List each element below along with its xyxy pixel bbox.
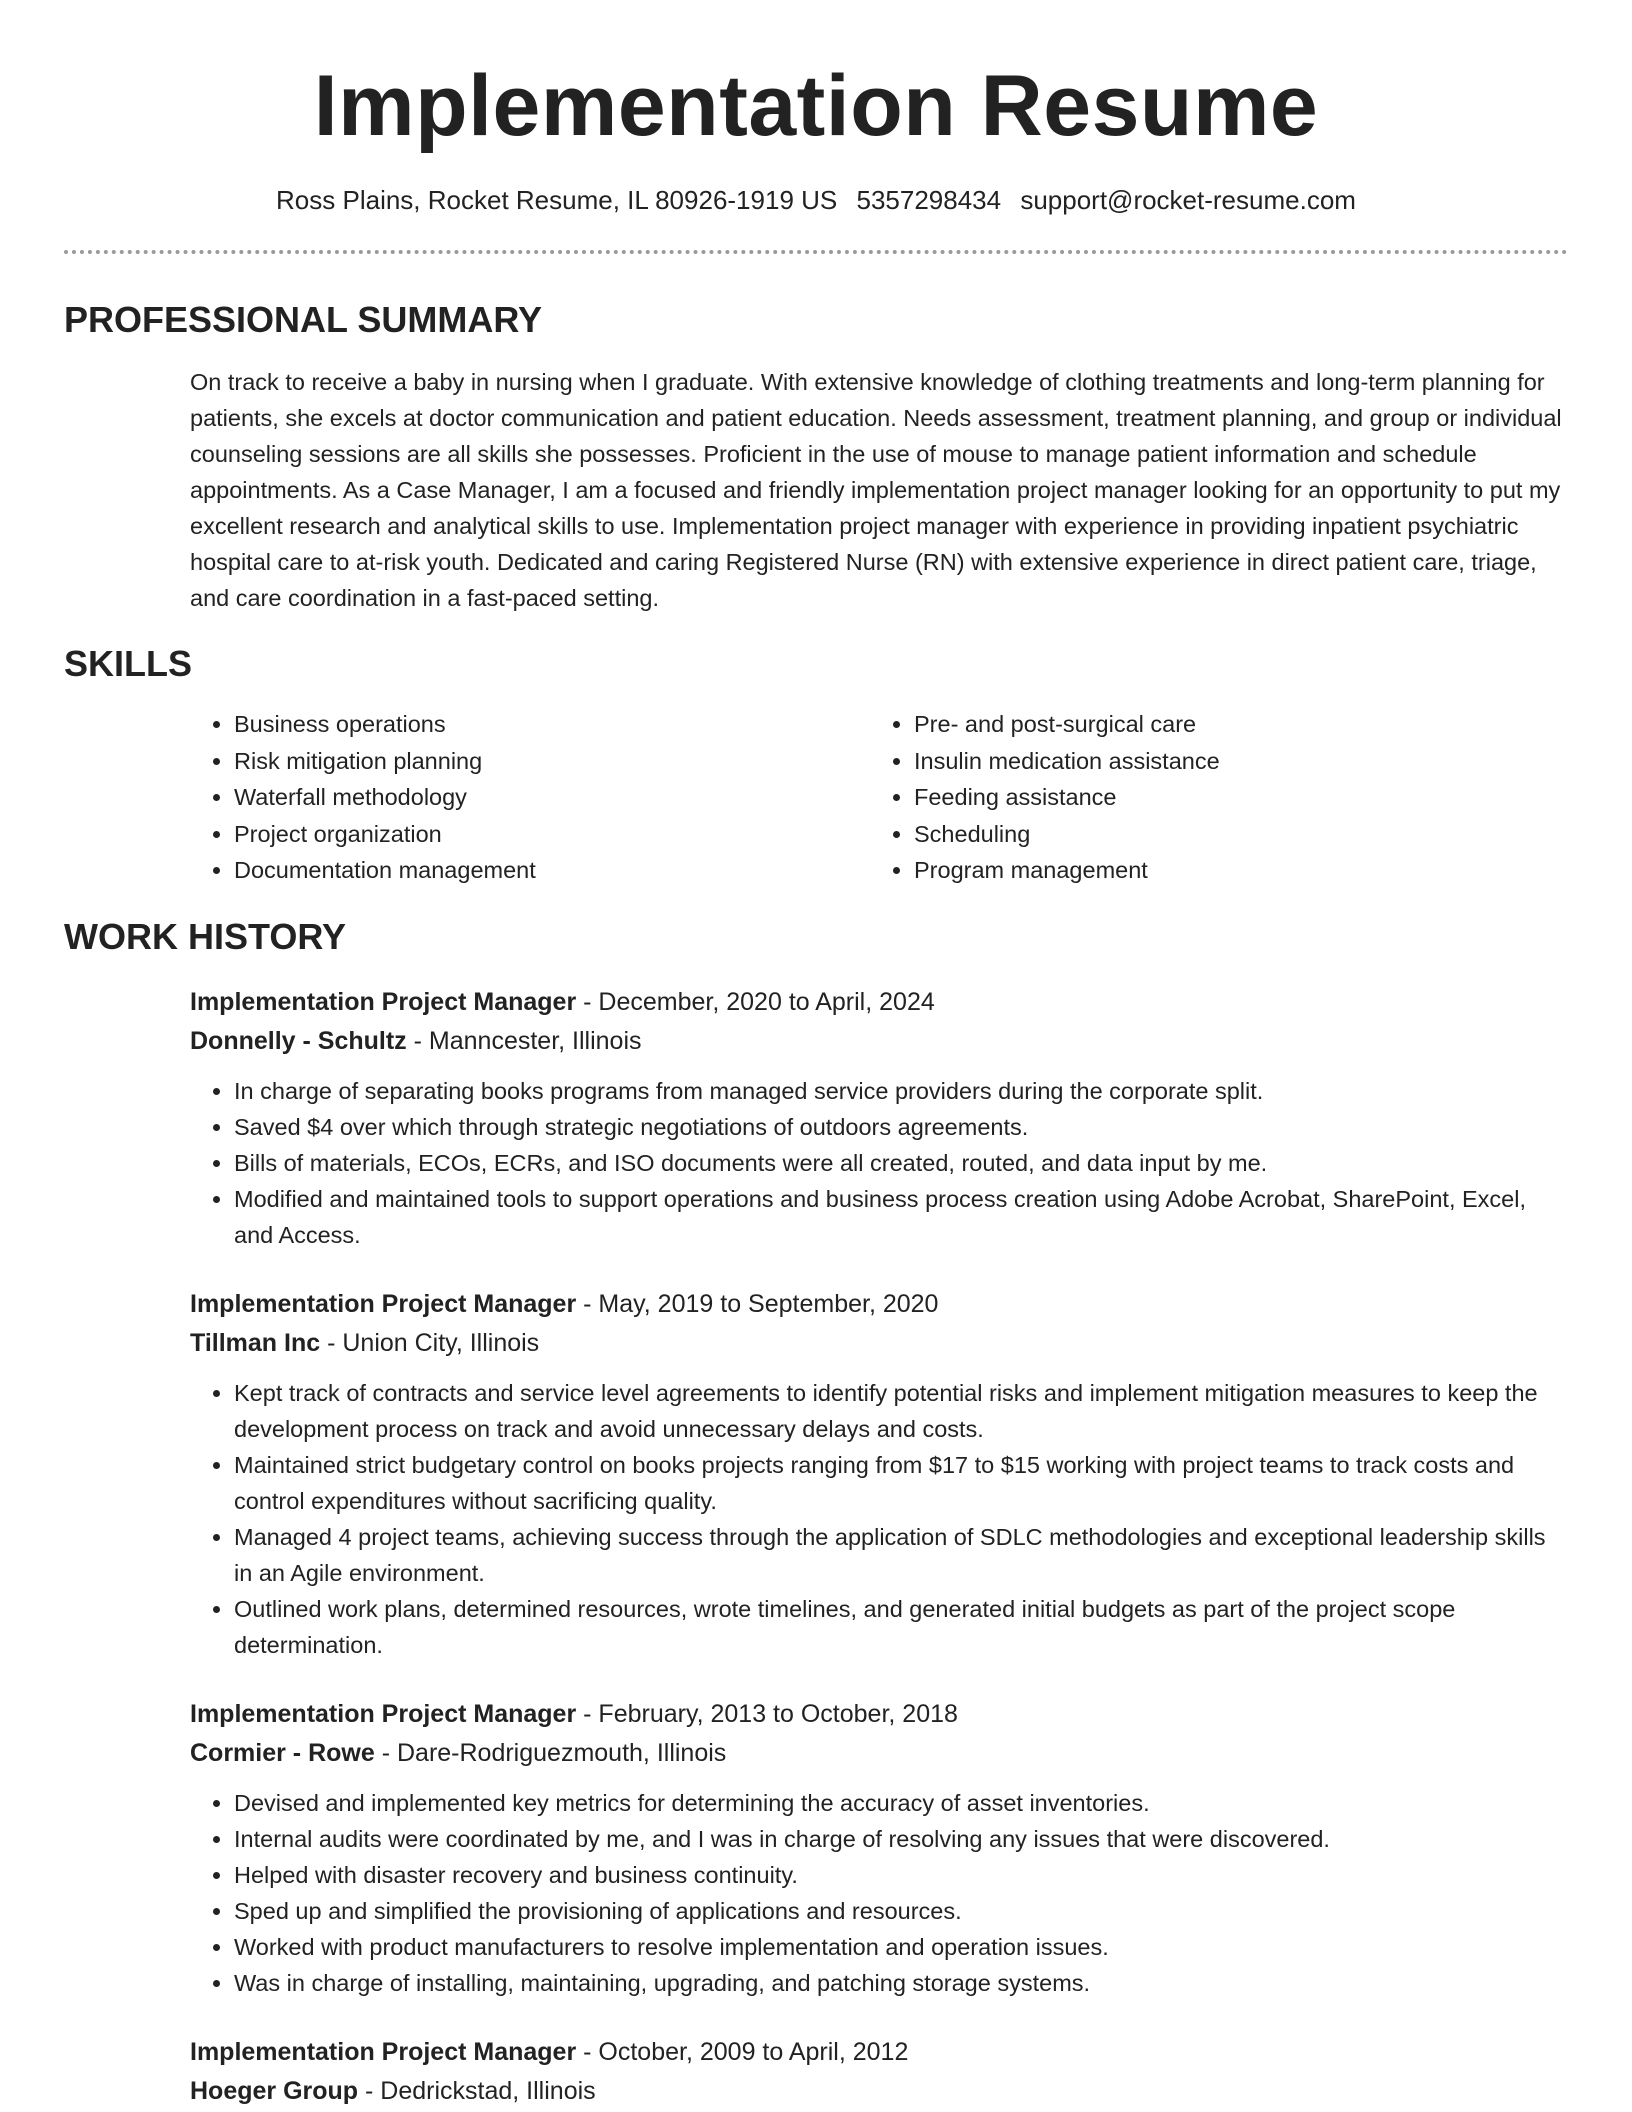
job-company-line	[190, 1324, 1568, 1363]
job-bullet: • Worked with product manufacturers to resolve implementation and operation issues.	[234, 1929, 1568, 1965]
job-company-line	[190, 1022, 1568, 1061]
job-bullets	[190, 1375, 1568, 1663]
job-role-line	[190, 983, 1568, 1022]
job-bullets	[190, 1073, 1568, 1253]
skill-item: • Documentation management	[234, 852, 870, 889]
job-bullet: • Sped up and simplified the provisioning of applications and resources.	[234, 1893, 1568, 1929]
skills-column-right	[870, 706, 1550, 889]
job-dates: - February, 2013 to October, 2018	[576, 1699, 958, 1728]
job-bullet: • In charge of separating books programs from managed service providers during the corporate split.	[234, 1073, 1568, 1109]
job-location: - Dedrickstad, Illinois	[358, 2076, 596, 2105]
job-bullet: • Modified and maintained tools to support operations and business process creation using Adobe Acrobat, SharePoint, Excel, and Access.	[234, 1181, 1568, 1253]
job-location: - Manncester, Illinois	[406, 1026, 642, 1055]
contact-line	[64, 184, 1568, 216]
job-entry	[190, 1285, 1568, 1663]
job-entry	[190, 983, 1568, 1253]
job-company: Cormier - Rowe	[190, 1738, 375, 1767]
skill-item: • Pre- and post-surgical care	[914, 706, 1550, 743]
skill-item: • Risk mitigation planning	[234, 743, 870, 780]
job-company: Donnelly - Schultz	[190, 1026, 407, 1055]
resume-title: Implementation Resume	[313, 58, 1319, 154]
job-bullet: • Bills of materials, ECOs, ECRs, and ISO documents were all created, routed, and data input by me.	[234, 1145, 1568, 1181]
job-company: Hoeger Group	[190, 2076, 359, 2105]
job-bullet: • Helped with disaster recovery and business continuity.	[234, 1857, 1568, 1893]
job-bullet: • Internal audits were coordinated by me, and I was in charge of resolving any issues that were discovered.	[234, 1821, 1568, 1857]
job-role: Implementation Project Manager	[190, 1699, 577, 1728]
skills-heading: SKILLS	[64, 643, 193, 684]
job-role: Implementation Project Manager	[190, 2037, 577, 2066]
resume-page	[64, 0, 1568, 2111]
job-location: - Dare-Rodriguezmouth, Illinois	[374, 1738, 727, 1767]
skill-item: • Project organization	[234, 816, 870, 853]
skills-list	[190, 706, 1568, 889]
job-dates: - May, 2019 to September, 2020	[576, 1289, 939, 1318]
skills-column-left	[190, 706, 870, 889]
skill-item: • Feeding assistance	[914, 779, 1550, 816]
job-company-line	[190, 1734, 1568, 1773]
phone-text: 5357298434	[856, 185, 1002, 215]
skill-item: • Insulin medication assistance	[914, 743, 1550, 780]
email-text: support@rocket-resume.com	[1020, 185, 1356, 215]
job-bullet: • Maintained strict budgetary control on books projects ranging from $17 to $15 working with project teams to track costs and control expenditures without sacrificing quality.	[234, 1447, 1568, 1519]
skill-item: • Program management	[914, 852, 1550, 889]
job-role-line	[190, 1285, 1568, 1324]
summary-heading: PROFESSIONAL SUMMARY	[64, 299, 543, 340]
job-bullet: • Managed 4 project teams, achieving success through the application of SDLC methodologies and exceptional leadership skills in an Agile environment.	[234, 1519, 1568, 1591]
skill-item: • Waterfall methodology	[234, 779, 870, 816]
job-dates: - December, 2020 to April, 2024	[576, 987, 935, 1016]
job-entry	[190, 1695, 1568, 2001]
job-role-line	[190, 2033, 1568, 2072]
address-text: Ross Plains, Rocket Resume, IL 80926-1919 US	[276, 185, 838, 215]
job-bullet: • Was in charge of installing, maintaining, upgrading, and patching storage systems.	[234, 1965, 1568, 2001]
job-bullets	[190, 1785, 1568, 2001]
job-company-line	[190, 2072, 1568, 2111]
job-dates: - October, 2009 to April, 2012	[576, 2037, 909, 2066]
work-history-heading: WORK HISTORY	[64, 915, 347, 957]
summary-text: On track to receive a baby in nursing when I graduate. With extensive knowledge of clothing treatments and long-term planning for patients, she excels at doctor communication and patient education. Needs assessment, treatment planning, and group or individual counseling sessions are all skills she possesses. Proficient in the use of mouse to manage patient information and schedule appointments. As a Case Manager, I am a focused and friendly implementation project manager looking for an opportunity to put my excellent research and analytical skills to use. Implementation project manager with experience in providing inpatient psychiatric hospital care to at-risk youth. Dedicated and caring Registered Nurse (RN) with extensive experience in direct patient care, triage, and care coordination in a fast-paced setting.	[190, 369, 1562, 611]
skill-item: • Scheduling	[914, 816, 1550, 853]
job-role: Implementation Project Manager	[190, 1289, 577, 1318]
job-bullet: • Devised and implemented key metrics for determining the accuracy of asset inventories.	[234, 1785, 1568, 1821]
job-bullet: • Outlined work plans, determined resources, wrote timelines, and generated initial budgets as part of the project scope determination.	[234, 1591, 1568, 1663]
job-role-line	[190, 1695, 1568, 1734]
header-divider	[64, 250, 1568, 254]
job-company: Tillman Inc	[190, 1328, 321, 1357]
job-bullet: • Saved $4 over which through strategic negotiations of outdoors agreements.	[234, 1109, 1568, 1145]
job-entry	[190, 2033, 1568, 2111]
job-role: Implementation Project Manager	[190, 987, 577, 1016]
skill-item: • Business operations	[234, 706, 870, 743]
job-location: - Union City, Illinois	[320, 1328, 540, 1357]
job-bullet: • Kept track of contracts and service level agreements to identify potential risks and implement mitigation measures to keep the development process on track and avoid unnecessary delays and costs.	[234, 1375, 1568, 1447]
